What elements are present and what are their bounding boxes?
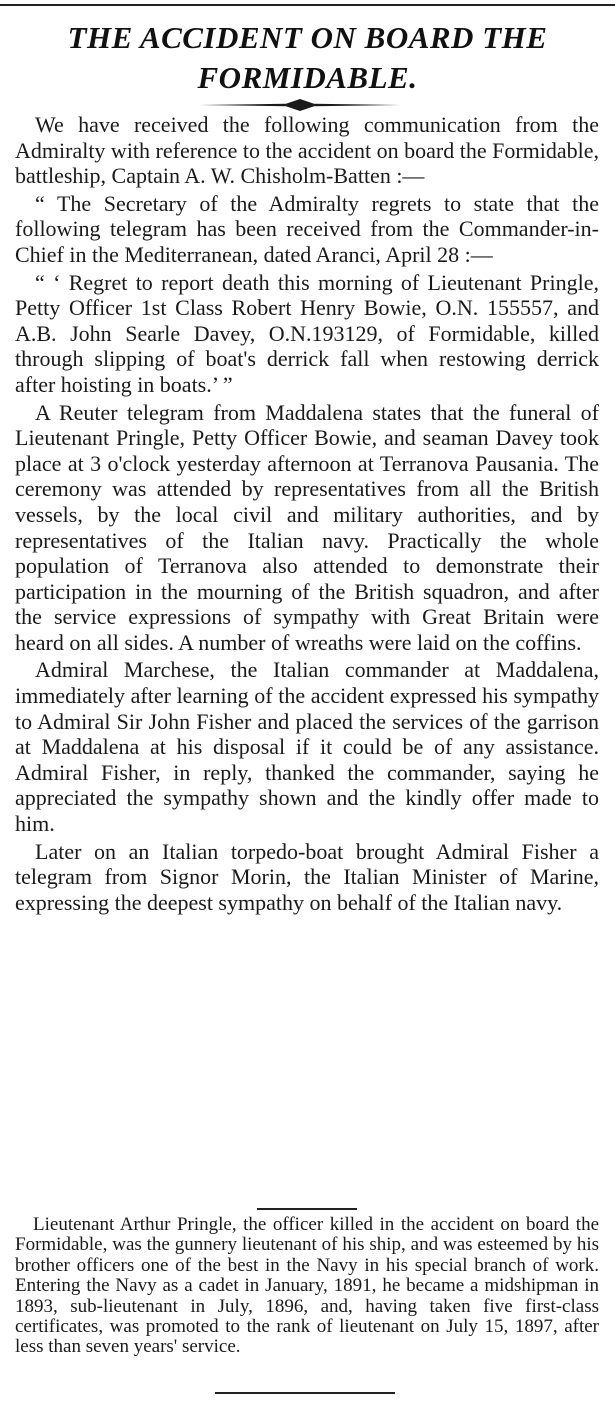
article-title: THE ACCIDENT ON BOARD THE FORMIDABLE.	[67, 20, 548, 95]
paragraph-telegram: “ ‘ Regret to report death this morning of Lieutenant Pringle, Petty Officer 1st Class Robert Henry Bowie, O.N. 155557, and A.B. John Searle Davey, O.N.193129, of Formidable, killed through slipping of boat's derrick fall when restowing derrick after hoisting in boats.’ ”	[15, 269, 599, 397]
paragraph-admiral-marchese: Admiral Marchese, the Italian commander at Maddalena, immediately after learning of the accident expressed his sympathy to Admiral Sir John Fisher and placed the services of the garrison at Maddalena at his disposal if it could be of any assistance. Admiral Fisher, in reply, thanked the commander, saying he appreciated the sympathy shown and the kindly offer made to him.	[15, 657, 599, 837]
top-column-rule	[0, 4, 615, 6]
diamond-rule-ornament-icon	[200, 99, 400, 111]
paragraph-torpedo-boat: Later on an Italian torpedo-boat brought Admiral Fisher a telegram from Signor Morin, the Italian Minister of Marine, expressing the deepest sympathy on behalf of the Italian navy.	[15, 838, 599, 915]
article-body	[15, 112, 599, 915]
bottom-rule	[215, 1392, 395, 1394]
note-paragraph: Lieutenant Arthur Pringle, the officer killed in the accident on board the Formidable, was the gunnery lieutenant of his ship, and was esteemed by his brother officers one of the best in the Navy in his special branch of work. Entering the Navy as a cadet in January, 1891, he became a midshipman in 1893, sub-lieutenant in July, 1896, and, having taken five first-class certificates, was promoted to the rank of lieutenant on July 15, 1897, after less than seven years' service.	[15, 1214, 599, 1358]
paragraph-intro: We have received the following communication from the Admiralty with reference to the accident on board the Formidable, battleship, Captain A. W. Chisholm-Batten :—	[15, 112, 600, 189]
paragraph-admiralty-statement: “ The Secretary of the Admiralty regrets to state that the following telegram has been received from the Commander-in-Chief in the Mediterranean, dated Aranci, April 28 :—	[15, 190, 599, 267]
biographical-note	[15, 1215, 599, 1358]
section-rule	[257, 1208, 357, 1210]
paragraph-funeral: A Reuter telegram from Maddalena states that the funeral of Lieutenant Pringle, Petty Officer Bowie, and seaman Davey took place at 3 o'clock yesterday afternoon at Terranova Pausania. The ceremony was attended by representatives from all the British vessels, by the local civil and military authorities, and by representatives of the Italian navy. Practically the whole population of Terranova also attended to demonstrate their participation in the mourning of the British squadron, and after the service expressions of sympathy with Great Britain were heard on all sides. A number of wreaths were laid on the coffins.	[15, 399, 599, 655]
